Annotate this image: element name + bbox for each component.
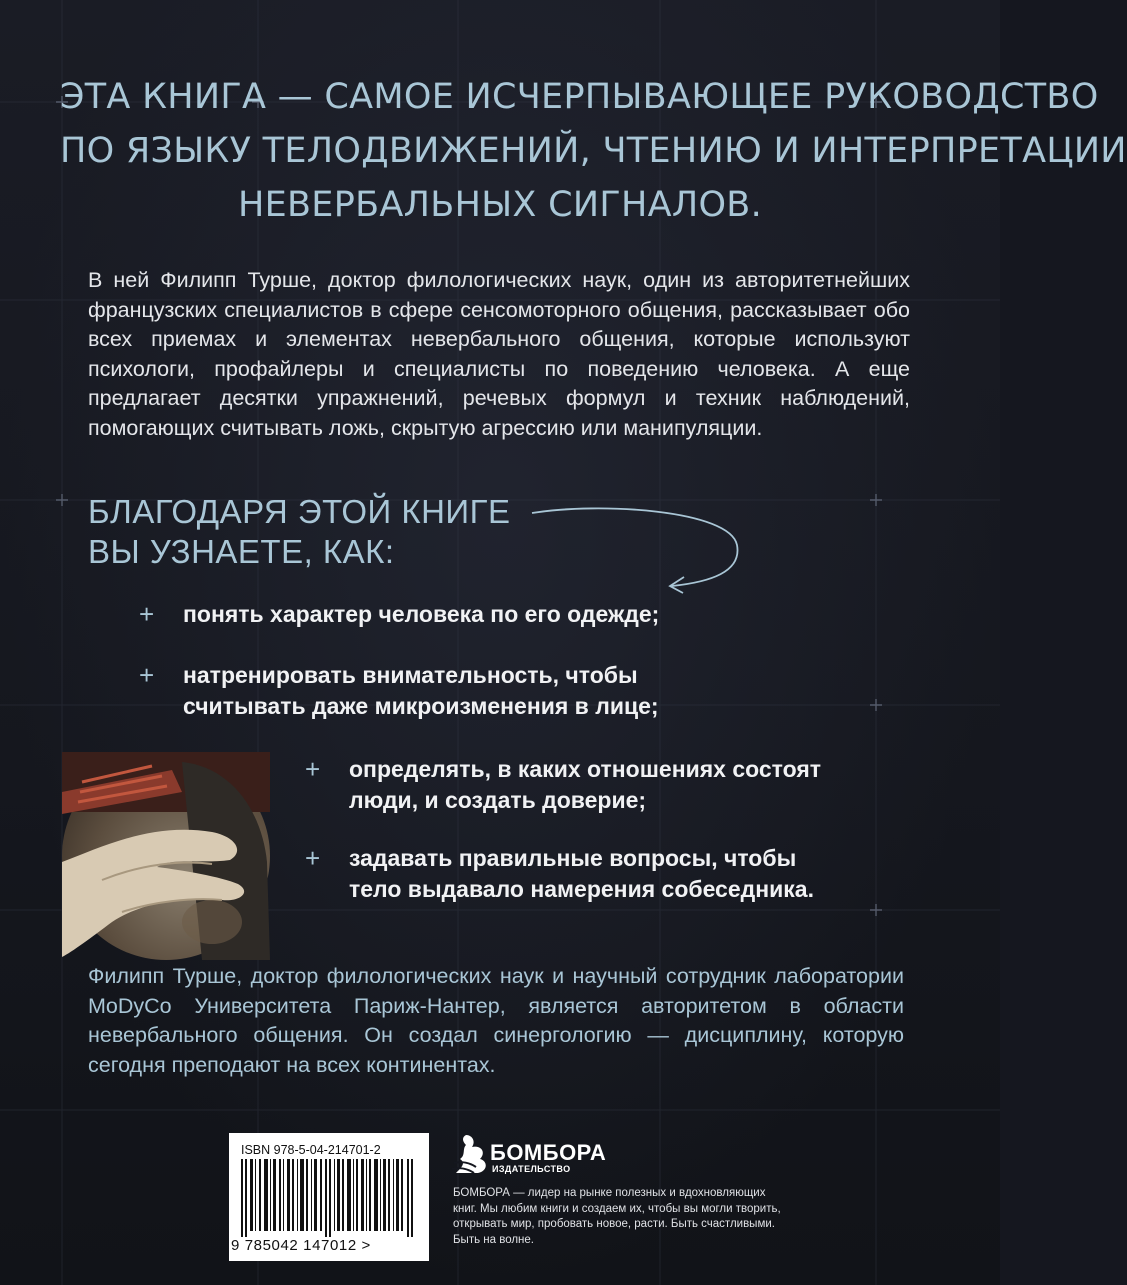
headline xyxy=(60,70,1127,232)
plus-icon: + xyxy=(139,599,155,629)
plus-icon: + xyxy=(139,660,155,690)
plus-icon: + xyxy=(305,843,321,873)
plus-icon: + xyxy=(305,754,321,784)
publisher-subtitle: ИЗДАТЕЛЬСТВО xyxy=(492,1164,571,1174)
list-item xyxy=(139,660,659,722)
list-item-text: люди, и создать доверие; xyxy=(349,787,647,813)
list-item xyxy=(139,599,660,630)
author-bio: Филипп Турше, доктор филологических наук и научный сотрудник лаборатории MoDyCo Университета Париж-Нантер, является авторитетом в области невербального общения. Он создал синергологию — дисциплину, которую сегодня преподают на всех континентах. xyxy=(88,964,904,1077)
barcode-digits: 9 785042 147012 > xyxy=(231,1237,371,1254)
bombora-logo-icon xyxy=(452,1133,488,1175)
section-subheading xyxy=(88,492,511,572)
subheading-line: БЛАГОДАРЯ ЭТОЙ КНИГЕ xyxy=(88,493,511,530)
list-item-text: считывать даже микроизменения в лице; xyxy=(183,693,659,719)
publisher-name: БОМБОРА xyxy=(490,1140,607,1165)
headline-line: НЕВЕРБАЛЬНЫХ СИГНАЛОВ. xyxy=(237,185,763,225)
barcode xyxy=(229,1133,429,1261)
list-item-text: определять, в каких отношениях состоят xyxy=(349,756,822,782)
subheading-line: ВЫ УЗНАЕТЕ, КАК: xyxy=(88,533,395,570)
list-item-text: натренировать внимательность, чтобы xyxy=(183,662,638,688)
isbn-label: ISBN 978-5-04-214701-2 xyxy=(241,1143,381,1157)
list-item-text: задавать правильные вопросы, чтобы xyxy=(349,845,797,871)
hand-photo xyxy=(62,752,270,960)
curved-arrow-icon xyxy=(530,500,750,595)
list-item xyxy=(305,843,814,905)
headline-line: ПО ЯЗЫКУ ТЕЛОДВИЖЕНИЙ, ЧТЕНИЮ И ИНТЕРПРЕТАЦИИ xyxy=(60,131,1127,171)
barcode-bars xyxy=(241,1159,417,1237)
list-item-text: тело выдавало намерения собеседника. xyxy=(349,876,814,902)
list-item-text: понять характер человека по его одежде; xyxy=(183,601,660,627)
headline-line: ЭТА КНИГА — САМОЕ ИСЧЕРПЫВАЮЩЕЕ РУКОВОДСТВО xyxy=(60,77,1099,117)
list-item xyxy=(305,754,822,816)
intro-paragraph: В ней Филипп Турше, доктор филологических наук, один из авторитетнейших французских специалистов в сфере сенсомоторного общения, рассказывает обо всех приемах и элементах невербального общения, которые используют психологи, профайлеры и специалисты по поведению человека. А еще предлагает десятки упражнений, речевых формул и техник наблюдений, помогающих считывать ложь, скрытую агрессию или манипуляции. xyxy=(88,268,910,440)
publisher-description: БОМБОРА — лидер на рынке полезных и вдохновляющих книг. Мы любим книги и создаем их, чтобы вы могли творить, открывать мир, пробовать новое, расти. Быть счастливыми. Быть на волне. xyxy=(453,1187,781,1246)
